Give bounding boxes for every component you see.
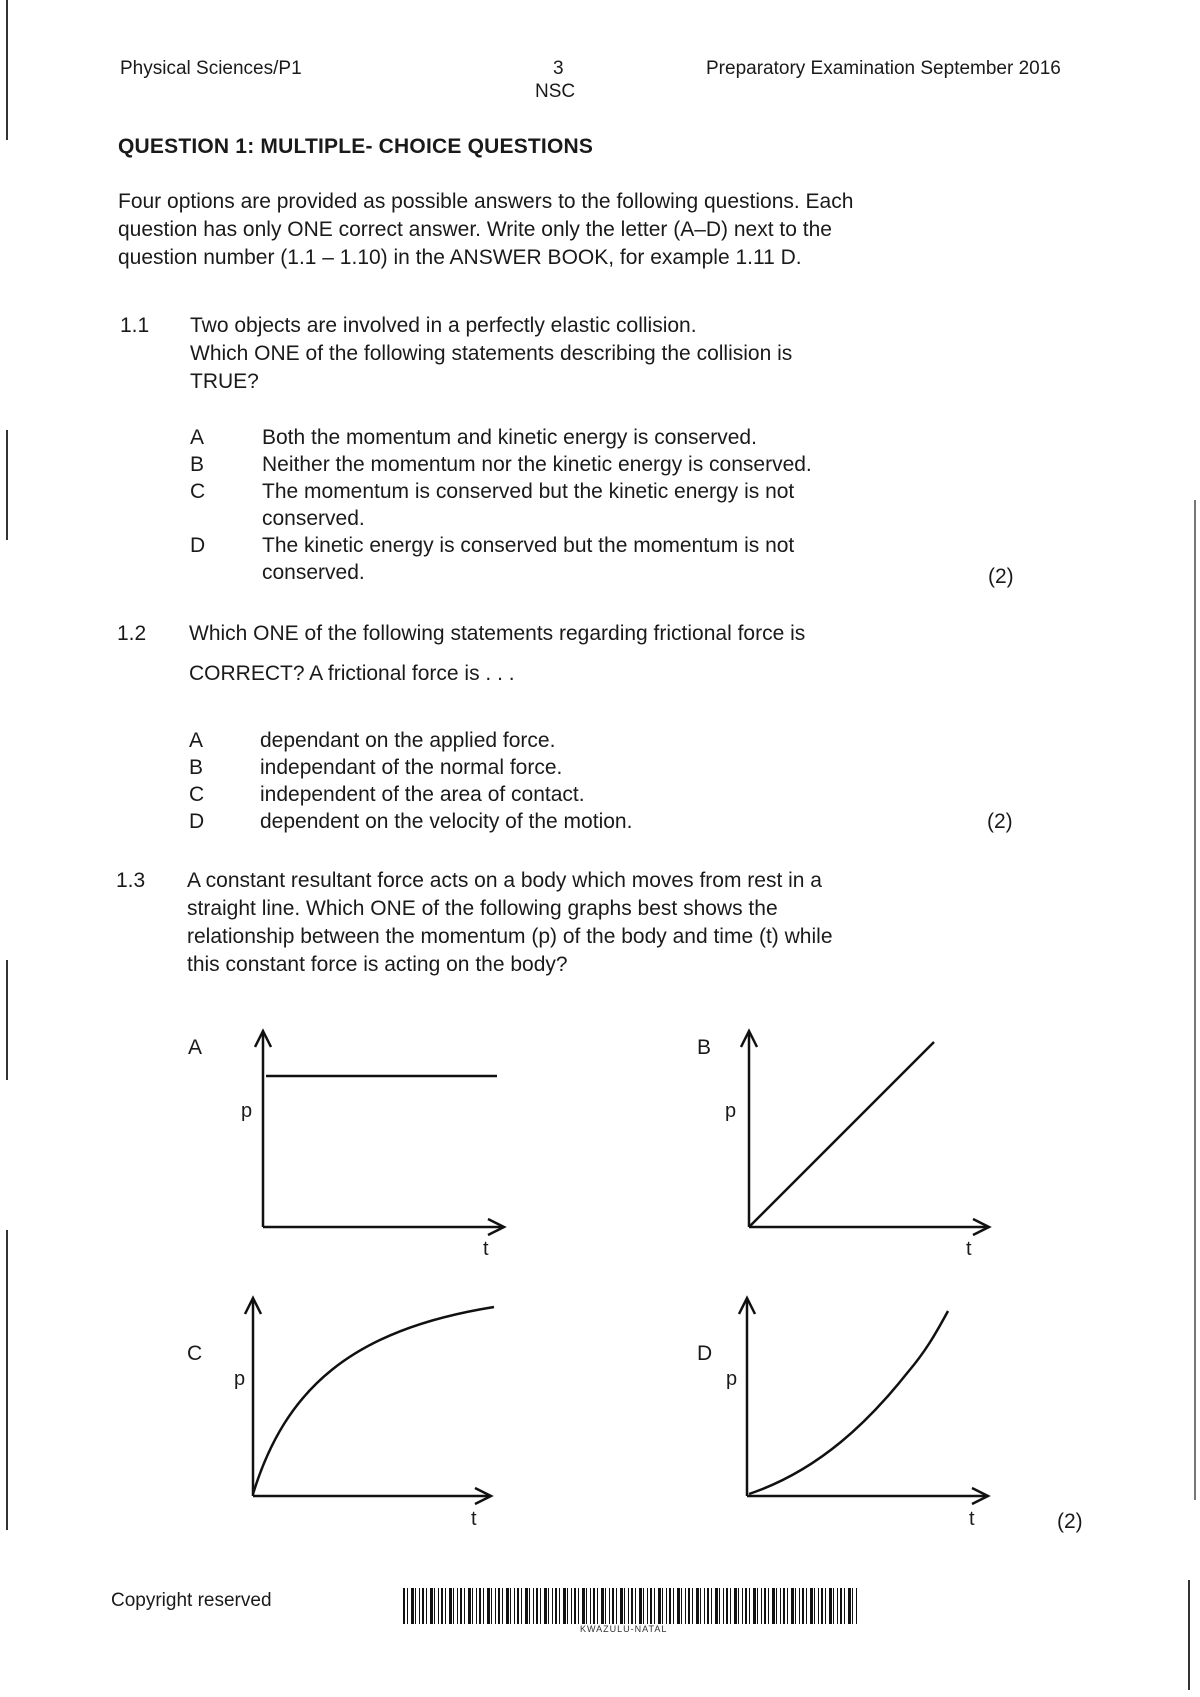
question-number: 1.2 <box>117 622 147 645</box>
stem-line: CORRECT? A frictional force is . . . <box>189 662 515 685</box>
graph-letter: C <box>187 1342 203 1365</box>
question-number: 1.1 <box>120 314 150 337</box>
barcode-caption: KWAZULU-NATAL <box>580 1624 668 1634</box>
instruction-line: question has only ONE correct answer. Write only the letter (A–D) next to the <box>118 218 832 241</box>
y-axis-label: p <box>725 1100 737 1122</box>
stem-line: A constant resultant force acts on a body which moves from rest in a <box>187 869 822 892</box>
header-exam-title: Preparatory Examination September 2016 <box>706 58 1061 79</box>
option-text: conserved. <box>262 561 365 584</box>
header-nsc: NSC <box>535 81 576 102</box>
x-axis-label: t <box>966 1238 972 1260</box>
option-text: The momentum is conserved but the kinetic energy is not <box>262 480 795 503</box>
option-text: The kinetic energy is conserved but the momentum is not <box>262 534 795 557</box>
question-title: QUESTION 1: MULTIPLE- CHOICE QUESTIONS <box>118 135 594 158</box>
question-number: 1.3 <box>116 869 146 892</box>
y-axis-label: p <box>234 1368 246 1390</box>
option-text: dependant on the applied force. <box>260 729 556 752</box>
option-letter: C <box>189 783 205 806</box>
y-axis-label: p <box>241 1100 253 1122</box>
x-axis-label: t <box>471 1508 477 1530</box>
option-text: independant of the normal force. <box>260 756 563 779</box>
stem-line: Two objects are involved in a perfectly elastic collision. <box>190 314 697 337</box>
header-page-number: 3 <box>553 58 564 79</box>
graph-letter: A <box>188 1036 203 1059</box>
x-axis-label: t <box>969 1508 975 1530</box>
option-text: independent of the area of contact. <box>260 783 585 806</box>
option-letter: A <box>190 426 205 449</box>
stem-line: TRUE? <box>190 370 259 393</box>
marks: (2) <box>988 565 1014 588</box>
option-letter: C <box>190 480 206 503</box>
stem-line: Which ONE of the following statements regarding frictional force is <box>189 622 806 645</box>
stem-line: straight line. Which ONE of the following graphs best shows the <box>187 897 778 920</box>
option-text: Neither the momentum nor the kinetic energy is conserved. <box>262 453 812 476</box>
x-axis-label: t <box>483 1238 489 1260</box>
y-axis-label: p <box>726 1368 738 1390</box>
graph-letter: D <box>697 1342 713 1365</box>
option-letter: D <box>190 534 206 557</box>
instruction-line: question number (1.1 – 1.10) in the ANSWER BOOK, for example 1.11 D. <box>118 246 802 269</box>
option-text: dependent on the velocity of the motion. <box>260 810 633 833</box>
option-text: Both the momentum and kinetic energy is conserved. <box>262 426 757 449</box>
stem-line: relationship between the momentum (p) of the body and time (t) while <box>187 925 833 948</box>
graph-letter: B <box>697 1036 712 1059</box>
stem-line: this constant force is acting on the body? <box>187 953 568 976</box>
option-letter: A <box>189 729 204 752</box>
option-letter: D <box>189 810 205 833</box>
option-letter: B <box>190 453 205 476</box>
stem-line: Which ONE of the following statements describing the collision is <box>190 342 793 365</box>
barcode <box>403 1588 859 1624</box>
header-subject: Physical Sciences/P1 <box>120 58 302 79</box>
p-t-curve <box>749 1311 948 1494</box>
instruction-line: Four options are provided as possible answers to the following questions. Each <box>118 190 854 213</box>
marks: (2) <box>1057 1510 1083 1533</box>
marks: (2) <box>987 810 1013 833</box>
option-text: conserved. <box>262 507 365 530</box>
copyright: Copyright reserved <box>111 1590 272 1611</box>
option-letter: B <box>189 756 204 779</box>
